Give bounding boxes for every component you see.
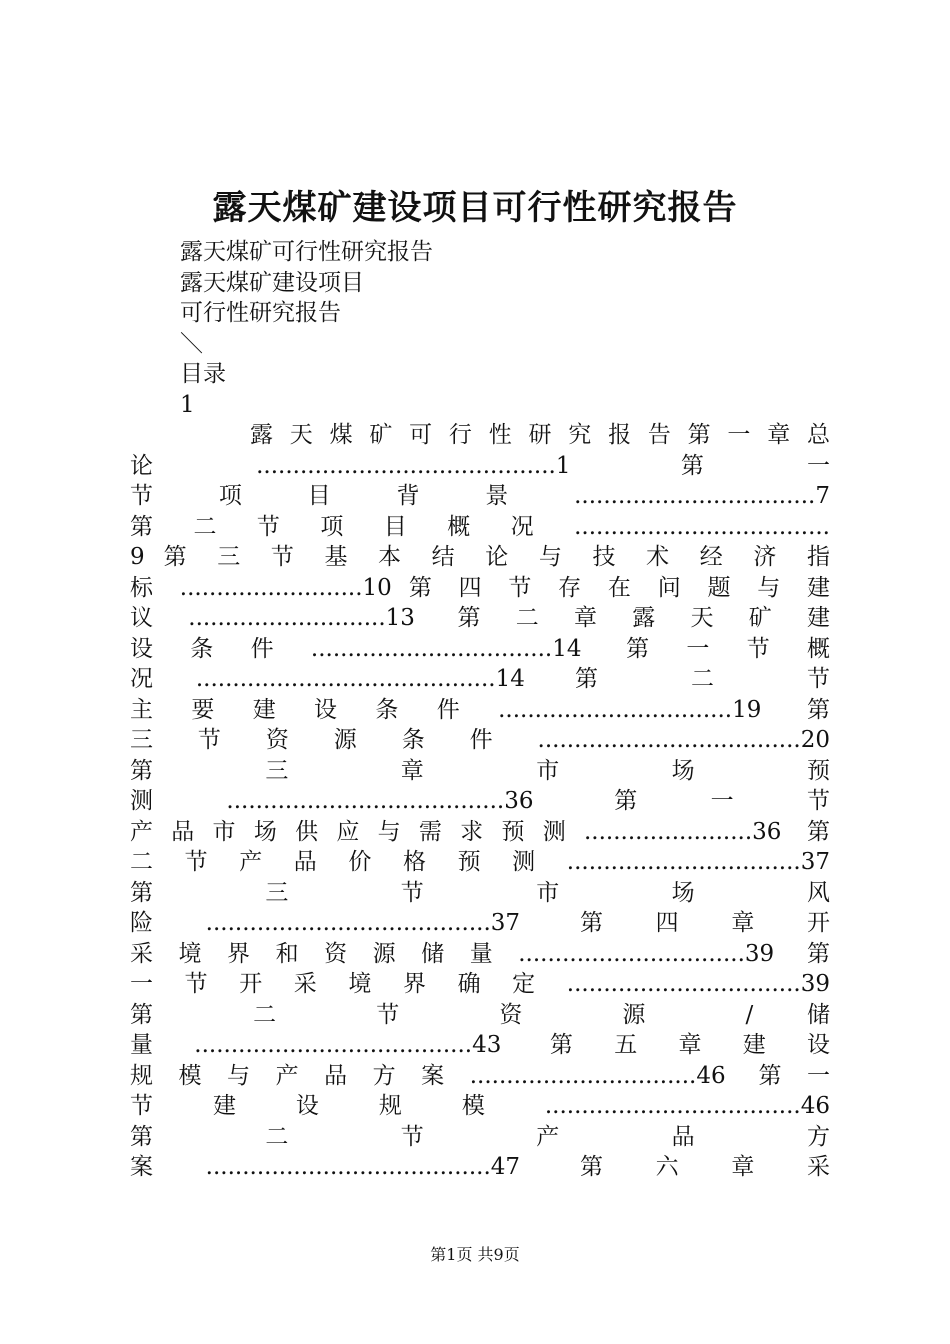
toc-line: 规模与产品方案...............................46 第一 <box>130 1062 830 1089</box>
toc-line: 议...........................13 第二章露天矿建 <box>130 605 830 631</box>
toc-line: 一节开采境界确定................................39 <box>130 971 830 997</box>
toc-line: 第二节项目概况................................... <box>130 513 830 540</box>
backslash-mark: ＼ <box>180 330 203 357</box>
toc-line: 险.......................................37 第四章开 <box>130 910 830 936</box>
toc-line: 第 三 节 市 场 风 <box>130 879 830 906</box>
subtitle-line: 可行性研究报告 <box>180 300 341 326</box>
toc-line: 露 天 煤 矿 可 行 性 研 究 报 告 第 一 章 总 <box>250 422 830 448</box>
toc-line: 况.........................................14 第 二 节 <box>130 666 830 692</box>
toc-line: 产品市场供应与需求预测.......................36 第 <box>130 818 830 845</box>
toc-line: 案.......................................47 第六章采 <box>130 1154 830 1180</box>
page-number-marker: 1 <box>180 391 195 418</box>
document-title: 露天煤矿建设项目可行性研究报告 <box>212 188 738 228</box>
toc-line: 量......................................43 第五章建设 <box>130 1032 830 1058</box>
toc-heading: 目录 <box>180 361 226 387</box>
page-footer: 第1页 共9页 <box>430 1245 520 1264</box>
toc-line: 设条件.................................14 第一节概 <box>130 635 830 662</box>
toc-line: 三节资源条件....................................20 <box>130 727 830 753</box>
toc-line: 节 建 设 规 模 ...................................46 <box>130 1093 830 1119</box>
toc-line: 第 三 章 市 场 预 <box>130 757 830 784</box>
toc-line: 测......................................36 第一节 <box>130 788 830 814</box>
toc-line: 第 二 节 资 源 / 储 <box>130 1001 830 1028</box>
subtitle-line: 露天煤矿建设项目 <box>180 269 364 296</box>
toc-line: 主要建设条件................................19 第 <box>130 696 830 723</box>
toc-line: 9 第 三 节 基 本 结 论 与 技 术 经 济 指 <box>130 544 830 570</box>
table-of-contents <box>130 420 830 1183</box>
toc-line: 节 项 目 背 景 .................................7 <box>130 483 830 509</box>
subtitle-line: 露天煤矿可行性研究报告 <box>180 239 433 265</box>
toc-line: 采境界和资源储量...............................39 第 <box>130 940 830 967</box>
toc-line: 二节产品价格预测................................37 <box>130 849 830 875</box>
toc-line: 标 .........................10 第 四 节 存 在 问 题 与 建 <box>130 574 830 601</box>
toc-line: 论.........................................1 第一 <box>130 452 830 479</box>
toc-line: 第 二 节 产 品 方 <box>130 1123 830 1150</box>
header-lines <box>180 237 433 420</box>
